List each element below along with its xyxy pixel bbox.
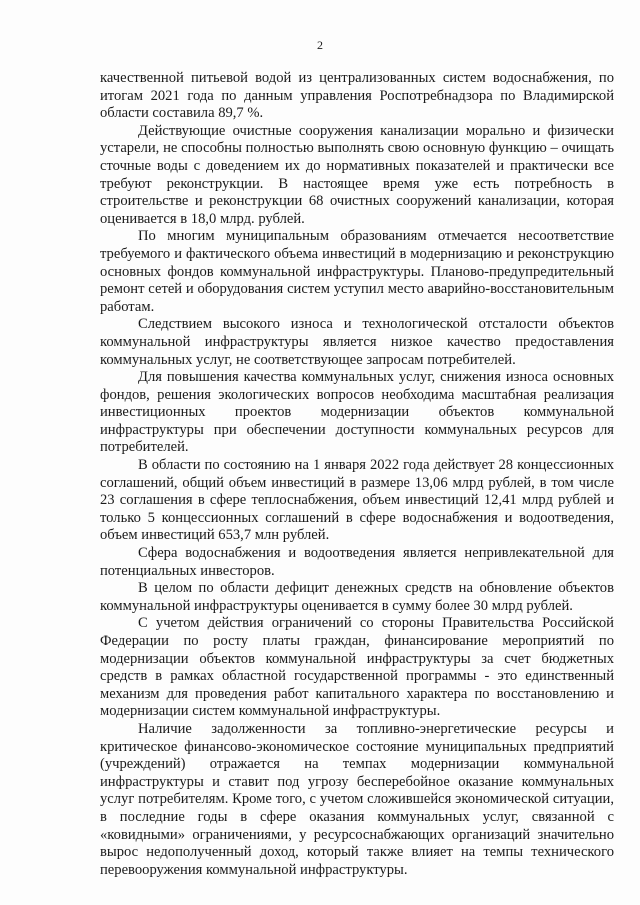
paragraph: Для повышения качества коммунальных услуг, снижения износа основных фондов, решения экологических вопросов необходима масштабная реализация инвестиционных проектов модернизации объектов коммунальной инфраструктуры при обеспечении доступности коммунальных ресурсов для потребителей. <box>100 369 614 456</box>
page-number: 2 <box>317 38 323 52</box>
paragraph: Наличие задолженности за топливно-энергетические ресурсы и критическое финансово-экономическое состояние муниципальных предприятий (учреждений) отражается на темпах модернизации коммунальной инфраструктуры и ставит под угрозу бесперебойное оказание коммунальных услуг потребителям. Кроме того, с учетом сложившейся экономической ситуации, в последние годы в сфере оказания коммунальных услуг, связанной с «ковидными» ограничениями, у ресурсоснабжающих организаций значительно вырос недополученный доход, который также влияет на темпы технического перевооружения коммунальной инфраструктуры. <box>100 720 614 878</box>
paragraph: С учетом действия ограничений со стороны Правительства Российской Федерации по росту платы граждан, финансирование мероприятий по модернизации объектов коммунальной инфраструктуры за счет бюджетных средств в рамках областной государственной программы - это единственный механизм для проведения работ капитального характера по восстановлению и модернизации систем коммунальной инфраструктуры. <box>100 615 614 720</box>
paragraph: По многим муниципальным образованиям отмечается несоответствие требуемого и фактического объема инвестиций в модернизацию и реконструкцию основных фондов коммунальной инфраструктуры. Планово-предупредительный ремонт сетей и оборудования систем уступил место аварийно-восстановительным работам. <box>100 228 614 315</box>
paragraph: Сфера водоснабжения и водоотведения является непривлекательной для потенциальных инвесторов. <box>100 545 614 579</box>
paragraph: Действующие очистные сооружения канализации морально и физически устарели, не способны полностью выполнять свою основную функцию – очищать сточные воды с доведением их до нормативных показателей и практически все требуют реконструкции. В настоящее время уже есть потребность в строительстве и реконструкции 68 очистных сооружений канализации, которая оценивается в 18,0 млрд. рублей. <box>100 122 614 227</box>
paragraph: качественной питьевой водой из централизованных систем водоснабжения, по итогам 2021 года по данным управления Роспотребнадзора по Владимирской области составила 89,7 %. <box>100 70 614 122</box>
paragraph: В целом по области дефицит денежных средств на обновление объектов коммунальной инфраструктуры оценивается в сумму более 30 млрд рублей. <box>100 580 614 614</box>
document-body <box>100 70 614 879</box>
paragraph: В области по состоянию на 1 января 2022 года действует 28 концессионных соглашений, общий объем инвестиций в размере 13,06 млрд рублей, в том числе 23 соглашения в сфере теплоснабжения, объем инвестиций 12,41 млрд рублей и только 5 концессионных соглашений в сфере водоснабжения и водоотведения, объем инвестиций 653,7 млн рублей. <box>100 457 614 544</box>
paragraph: Следствием высокого износа и технологической отсталости объектов коммунальной инфраструктуры является низкое качество предоставления коммунальных услуг, не соответствующее запросам потребителей. <box>100 316 614 368</box>
